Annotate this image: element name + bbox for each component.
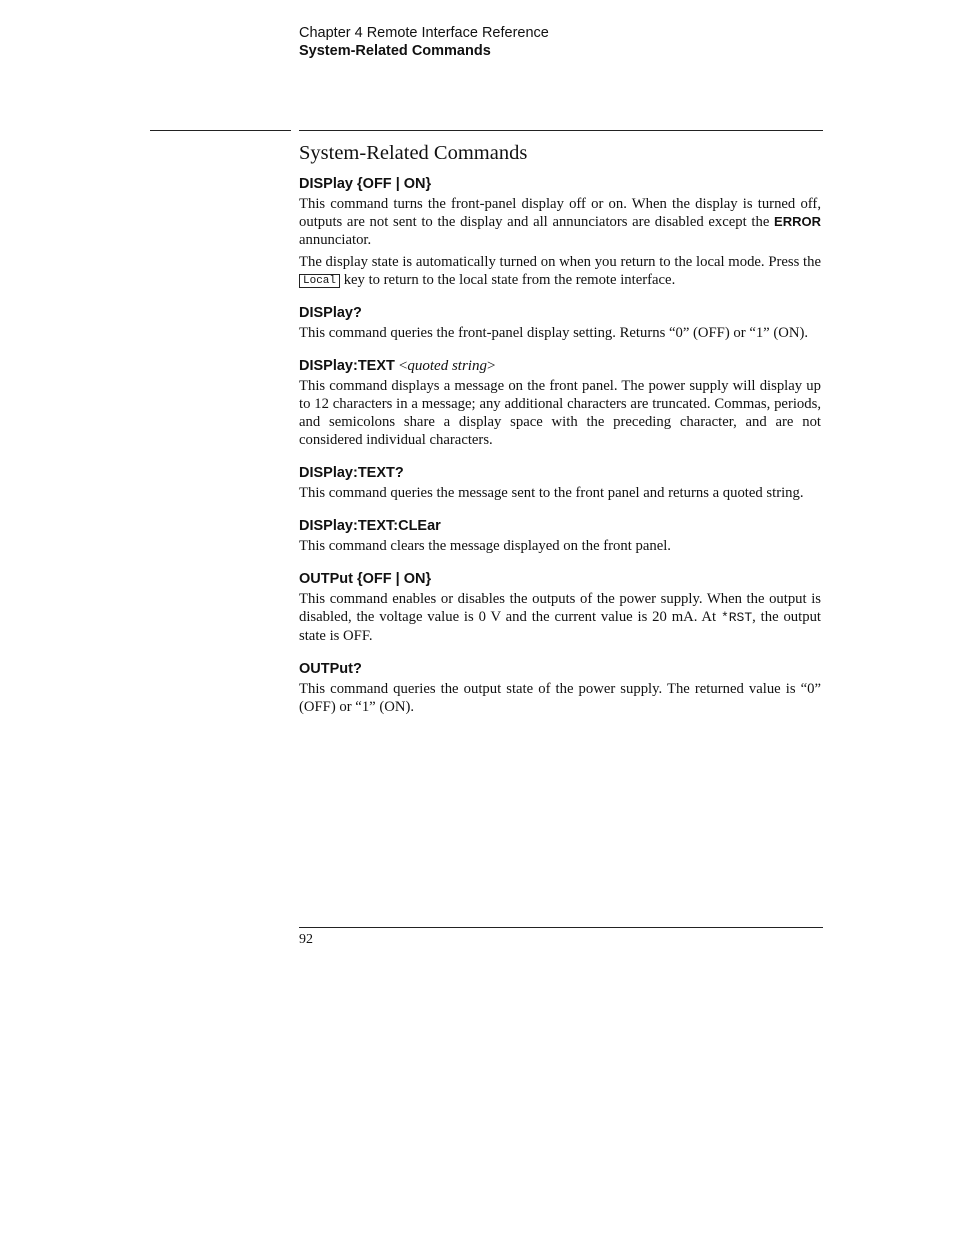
command-block-display-text-query <box>299 464 821 502</box>
command-description: This command queries the message sent to the front panel and returns a quoted string. <box>299 485 804 501</box>
command-name: DISPlay:TEXT <quoted string> <box>299 358 496 374</box>
command-block-output-query <box>299 660 821 716</box>
command-description: The display state is automatically turned on when you return to the local mode. Press the Local key to return to the local state from the remote interface. <box>299 254 821 288</box>
left-divider <box>150 130 291 131</box>
command-block-display <box>299 175 821 289</box>
section-heading: System-Related Commands <box>299 43 491 59</box>
command-name: DISPlay:TEXT:CLEar <box>299 518 441 534</box>
command-description: This command clears the message displayed on the front panel. <box>299 538 671 554</box>
command-name: OUTPut {OFF | ON} <box>299 571 432 587</box>
chapter-heading: Chapter 4 Remote Interface Reference <box>299 25 549 41</box>
command-parameter: quoted string <box>407 358 487 374</box>
command-description: This command turns the front-panel display off or on. When the display is turned off, outputs are not sent to the display and all annunciators are disabled except the ERROR annunciator. <box>299 196 821 248</box>
command-name: OUTPut? <box>299 661 362 677</box>
error-annunciator: ERROR <box>774 214 821 229</box>
command-name: DISPlay {OFF | ON} <box>299 176 432 192</box>
command-block-output <box>299 570 821 645</box>
page-number: 92 <box>299 932 313 947</box>
command-block-display-text-clear <box>299 517 821 555</box>
footer-divider <box>299 927 823 928</box>
command-description: This command enables or disables the outputs of the power supply. When the output is disabled, the voltage value is 0 V and the current value is 20 mA. At *RST, the output state is OFF. <box>299 591 821 644</box>
running-header <box>299 24 549 60</box>
command-name: DISPlay? <box>299 305 362 321</box>
command-block-display-text <box>299 357 821 449</box>
local-key: Local <box>299 274 340 288</box>
top-divider <box>299 130 823 131</box>
command-description: This command queries the output state of the power supply. The returned value is “0” (OFF) or “1” (ON). <box>299 681 821 715</box>
main-content <box>299 141 821 731</box>
rst-code: *RST <box>720 610 753 625</box>
command-description: This command displays a message on the front panel. The power supply will display up to 12 characters in a message; any additional characters are truncated. Commas, periods, and semicolons share a display space with the preceding character, and are not considered individual characters. <box>299 378 821 448</box>
page-title: System-Related Commands <box>299 142 528 164</box>
command-description: This command queries the front-panel display setting. Returns “0” (OFF) or “1” (ON). <box>299 325 809 341</box>
command-name: DISPlay:TEXT? <box>299 465 404 481</box>
command-block-display-query <box>299 304 821 342</box>
